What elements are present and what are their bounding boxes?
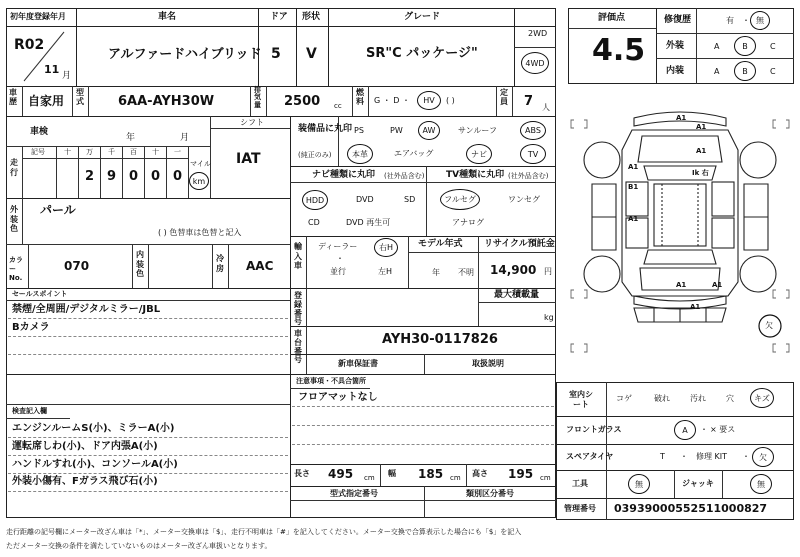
rule [132,244,133,288]
recycle-value: 14,900 [490,263,537,277]
equip-abs-circle [520,121,546,140]
mileage-col-3: 百 [130,148,137,156]
repair-label: 修復歴 [664,15,692,25]
mileage-symbol-label: 記号 [31,148,45,156]
score-label: 評価点 [598,13,626,23]
interior-sheet-label: 室内シート [569,390,593,410]
equip-airbag: エアバッグ [394,149,434,158]
notes-line-0: フロアマットなし [298,392,378,403]
rule [514,47,556,48]
front-glass-replace: × 要ス [710,425,736,434]
mileage-col-5: 一 [174,148,181,156]
sales-point-line-0: 禁煙/全周囲/デジタルミラー/JBL [12,304,161,315]
rule [8,318,288,319]
shape-label: 形状 [302,12,321,22]
import-label: 輸入車 [294,242,302,271]
width-label: 幅 [388,469,396,478]
inspection-month-unit: 月 [180,133,190,143]
inspector-line-0: エンジンルームS(小)、ミラーA(小) [12,423,175,434]
diag-left-b1: B1 [628,183,639,191]
rule [22,158,188,159]
displacement-label: 排気量 [254,86,261,109]
grade-label: グレード [404,12,441,22]
tv-fullseg-circle [440,189,480,210]
usage-label: 車歴 [9,88,17,106]
equip-leather: 本革 [352,149,368,159]
import-left-h: 左H [378,267,393,276]
sheet-yabure: 破れ [654,394,670,403]
rule [290,374,291,518]
rule [22,146,23,198]
spare-tire-label: スペアタイヤ [566,452,614,461]
rule [296,8,297,86]
rule [6,288,556,289]
inspector-line-1: 運転席しわ(小)、ドア内張A(小) [12,441,158,452]
spare-dot: ・ [680,452,688,461]
import-righth-circle [374,238,398,257]
inspector-label: 検査記入欄 [12,407,47,415]
diag-bottom-a1: A1 [676,281,687,289]
equip-pw: PW [390,126,403,135]
sales-point-line-1: Bカメラ [12,322,50,333]
grade-value: SR"C パッケージ" [366,46,478,61]
model-label: 型式 [76,88,84,106]
rule [6,300,290,301]
sheet-kizu: キズ [754,393,770,403]
displacement-unit: cc [334,102,342,110]
inspector-line-2: ハンドルすれ(小)、コンソールA(小) [12,459,178,470]
import-right-h: 右H [378,243,393,252]
rule [210,128,290,129]
rule [290,500,556,501]
rule [478,236,479,288]
repair-yes: 有 [726,16,734,25]
rule [424,486,425,518]
rule [122,146,123,198]
color-no-value: 070 [64,259,90,273]
inspection-label: 車検 [30,127,49,137]
fuel-label: 燃料 [356,88,364,106]
interior-grade-label: 内装 [666,66,685,76]
model-year-label: モデル年式 [418,239,463,249]
reg-month-unit: 月 [62,71,72,81]
equip-aw-circle [418,121,440,140]
tools-value: 無 [635,479,643,489]
rule [8,491,288,492]
equip-tv: TV [527,149,539,159]
exterior-note: ( ) 色替車は色替と記入 [158,228,242,237]
rule [290,116,291,374]
tools-label: 工具 [572,479,588,488]
warranty-manual: 取扱説明 [472,359,504,368]
drive-4wd-circle [521,52,549,74]
chassis-label: 車台番号 [294,329,302,365]
rule [8,354,288,355]
equipment-sub: (純正のみ) [298,151,332,159]
rule [290,388,370,389]
rule [6,146,210,147]
length-unit: cm [364,474,375,482]
color-no-label: カラーNo. [9,256,23,283]
rule [6,404,290,405]
inspector-line-3: 外装小傷有、Fガラス飛び石(小) [12,476,158,487]
height-label: 高さ [472,469,488,478]
diag-left-a1-1: A1 [628,163,639,171]
rule [6,418,70,419]
repair-no: 無 [756,16,764,25]
shift-label: シフト [240,118,264,127]
rule [266,86,267,116]
class-label: 類別区分番号 [466,489,514,498]
rule [56,146,57,198]
drive-4wd: 4WD [525,58,545,68]
exterior-label: 外装色 [10,205,18,234]
spare-dot2: ・ [742,452,750,461]
width-value: 185 [418,467,444,481]
tv-label: TV種類に丸印 [446,170,505,180]
spare-t: T [660,452,665,461]
jack-value: 無 [757,479,765,489]
fuel-selected: HV [423,96,435,105]
recycle-label: リサイクル預託金 [484,239,555,249]
sheet-yogore: 汚れ [690,394,706,403]
sheet-koge: コゲ [616,394,632,403]
front-glass-dot: ・ [700,425,708,434]
rule [556,498,794,499]
tools-none-circle [628,474,650,494]
rule [72,86,73,116]
rule [466,464,467,486]
rule [290,326,556,327]
rule [568,28,656,29]
rule [250,86,251,116]
management-value: 0393900055251100082​7 [614,502,768,515]
reg-era: R02 [14,37,45,53]
length-label: 長さ [294,469,310,478]
interior-grade-a: A [714,67,720,76]
reg-year-label: 初年度登録年月 [10,12,66,21]
equipment-label: 装備品に丸印 [298,124,353,134]
recycle-unit: 円 [544,267,552,276]
door-label: ドア [270,12,288,22]
import-parallel: 並行 [330,267,346,276]
diag-center-mark: Ik 右 [692,169,709,177]
navi-dvd-play: DVD 再生可 [346,218,391,227]
rule [656,8,657,84]
equip-aw: AW [422,126,436,135]
rule [290,236,556,237]
fuel-hv-circle [417,91,441,110]
tv-sub: (社外品含む) [508,172,549,180]
exterior-value: パール [40,203,76,217]
height-value: 195 [508,467,534,481]
model-value: 6AA-AYH30W [118,94,215,109]
exterior-grade-c: C [770,42,776,51]
rule [292,425,554,426]
rule [424,354,425,374]
footer-line-2: ただメーター交換の条件を満たしていないものはメーター改ざん車扱いとなります。 [6,542,272,550]
repair-no-circle [750,11,770,30]
rule [292,406,554,407]
door-value: 5 [271,46,281,62]
navi-hdd: HDD [305,195,325,205]
front-glass-value: A [682,425,688,435]
diag-roof-a1: A1 [696,123,707,131]
equip-sunroof: サンルーフ [458,126,497,135]
navi-cd: CD [308,218,320,227]
mileage-label: 走行 [10,158,18,177]
rule [8,455,288,456]
rule [556,416,794,417]
model-year-unit: 年 [432,268,440,277]
tv-oneseg: ワンセグ [508,195,540,204]
mileage-km-circle [189,172,209,190]
navi-sub: (社外品含む) [384,172,425,180]
rule [290,486,556,487]
rule [228,244,229,288]
rule [306,288,307,374]
front-glass-a-circle [674,420,696,440]
rule [722,470,723,498]
sheet-kizu-circle [750,388,774,408]
rule [28,244,29,288]
rule [148,244,149,288]
navi-label: ナビ種類に丸印 [312,170,376,180]
chassis-value: AYH30-0117826 [382,332,498,347]
rule [22,86,23,116]
equip-ps: PS [354,126,364,135]
mileage-digit-4: 0 [173,169,183,184]
shift-value: IAT [236,151,261,167]
tv-analog: アナログ [452,218,484,227]
rule [212,244,213,288]
mileage-digit-1: 9 [107,169,117,184]
rule [696,8,697,84]
shape-value: V [306,46,317,62]
max-load-unit: kg [544,313,554,322]
mile-label: マイル [190,160,211,168]
repair-dot: ・ [742,16,750,25]
rule [674,470,675,498]
rule [478,288,479,326]
exterior-grade-label: 外装 [666,41,685,51]
rule [144,146,145,198]
reg-month: 11 [44,63,60,76]
exterior-grade-b-circle [734,36,756,56]
rule [306,236,307,288]
mileage-col-1: 万 [86,148,93,156]
rule [8,437,288,438]
rule [8,473,288,474]
capacity-unit: 人 [542,103,550,112]
warranty-new: 新車保証書 [338,359,378,368]
rule [512,86,513,116]
rule [6,26,556,27]
rule [606,382,607,520]
score-value: 4.5 [592,33,646,68]
sheet-ana: 穴 [726,394,734,403]
diag-left-a1-2: A1 [628,215,639,223]
equip-navi-circle [466,144,492,164]
mileage-col-4: 十 [152,148,159,156]
rule [426,166,427,236]
car-diagram [562,100,798,380]
rule [100,146,101,198]
rule [166,146,167,198]
mileage-digit-0: 2 [85,169,95,184]
model-year-value: 不明 [458,268,474,277]
rule [290,464,556,465]
fuel-paren: ( ) [446,96,455,105]
capacity-value: 7 [524,94,534,109]
rule [328,8,329,86]
rule [656,33,794,34]
diag-center-a1: A1 [696,147,707,155]
diag-missing: 欠 [765,321,773,330]
diag-top-a1: A1 [676,114,687,122]
registration-label: 登録番号 [294,291,302,327]
rule [380,464,381,486]
notes-label: 注意事項・不具合箇所 [296,377,366,385]
import-dot: ・ [336,254,344,263]
rule [556,444,794,445]
displacement-value: 2500 [284,94,321,109]
mileage-col-0: 十 [64,148,71,156]
car-name-label: 車名 [158,12,177,22]
rule [408,252,556,253]
equip-abs: ABS [525,126,541,135]
footer-line-1: 走行距離の記号欄にメーター改ざん車は「*」、メーター交換車は「$」、走行不明車は「#」を記入してください。メーター交換で合算表示した場合にも「$」を記入 [6,528,522,536]
rule [292,444,554,445]
sales-point-label: セールスポイント [12,290,68,298]
equip-navi: ナビ [471,149,487,159]
mileage-digit-2: 0 [129,169,139,184]
navi-sd: SD [404,195,416,204]
navi-dvd: DVD [356,195,374,204]
jack-none-circle [750,474,772,494]
rule [352,86,353,116]
rule [22,198,23,244]
equip-leather-circle [347,144,373,164]
inspection-year-unit: 年 [126,133,136,143]
rule [6,116,556,117]
jack-label: ジャッキ [682,479,714,488]
fuel-options: G ・ D ・ [374,96,410,105]
spare-missing: 欠 [759,452,767,462]
height-unit: cm [540,474,551,482]
rule [8,336,288,337]
capacity-label: 定員 [500,88,508,106]
rule [76,8,77,86]
diag-bottom-a1-2: A1 [712,281,723,289]
max-load-label: 最大積載量 [494,290,540,300]
interior-grade-b: B [742,66,748,76]
interior-color-label: 内装色 [136,250,144,279]
rule [88,86,89,116]
width-unit: cm [450,474,461,482]
equip-tv-circle [520,144,546,164]
rule [556,470,794,471]
spare-kit: 修理 KIT [696,452,728,461]
interior-grade-c: C [770,67,776,76]
exterior-grade-a: A [714,42,720,51]
type-cert-label: 型式指定番号 [330,489,378,498]
rule [78,146,79,198]
rule [290,166,556,167]
spare-missing-circle [752,447,774,467]
tv-fullseg: フルセグ [444,195,476,204]
front-glass-label: フロントガラス [566,425,622,434]
diag-sw-a1: A1 [690,303,701,311]
interior-grade-b-circle [734,61,756,81]
car-name: アルファードハイブリッド [108,47,262,62]
rule [6,374,556,375]
rule [496,86,497,116]
rule [408,236,409,288]
ac-value: AAC [246,259,274,273]
rule [290,182,556,183]
rule [368,86,369,116]
import-dealer: ディーラー [318,242,358,251]
usage-value: 自家用 [28,94,65,108]
exterior-grade-b: B [742,41,748,51]
management-label: 管理番号 [564,504,596,513]
rule [478,302,556,303]
mileage-unit: km [192,176,206,186]
mileage-col-2: 千 [108,148,115,156]
drive-2wd: 2WD [528,29,548,38]
rule [188,146,189,198]
navi-hdd-circle [302,190,328,210]
mileage-digit-3: 0 [151,169,161,184]
rule [290,354,556,355]
rule [6,198,290,199]
length-value: 495 [328,467,354,481]
rule [656,58,794,59]
ac-label: 冷房 [216,254,224,273]
